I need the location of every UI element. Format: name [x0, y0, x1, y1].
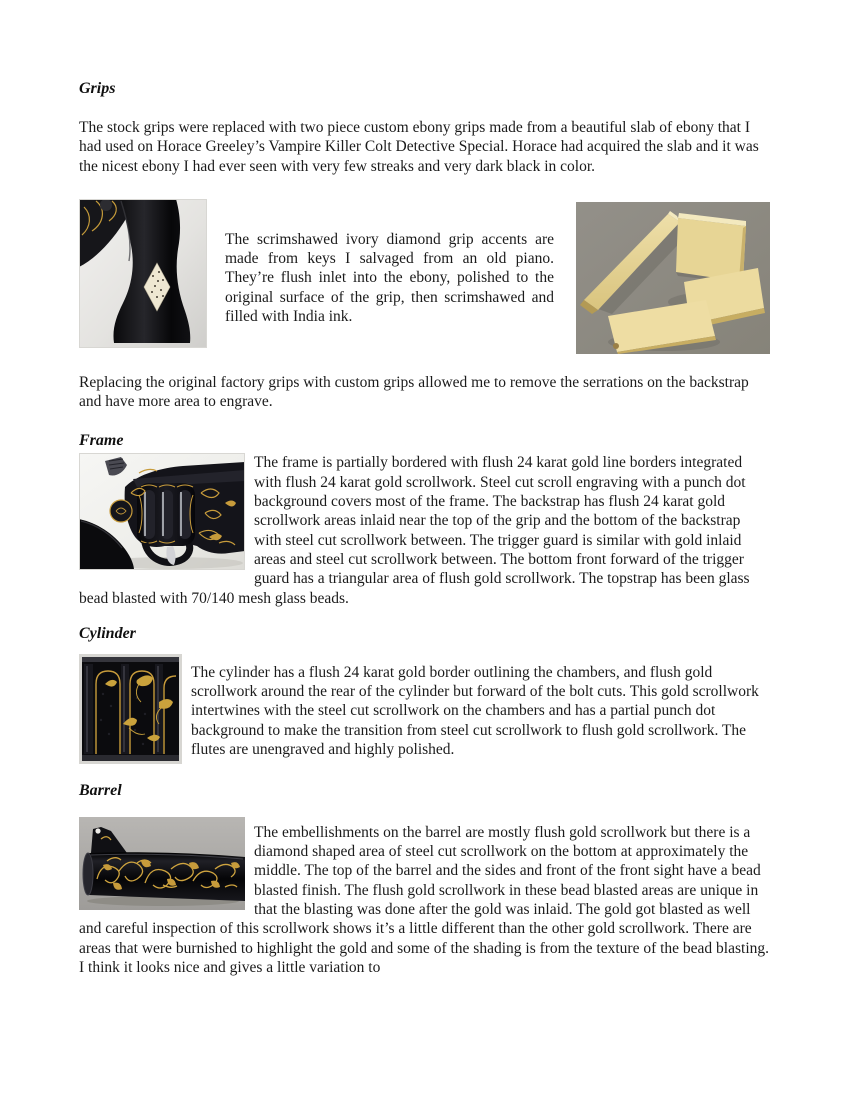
grips-intro-paragraph: The stock grips were replaced with two piece custom ebony grips made from a beautiful slab of ebony that I had used on Horace Greeley’s Vampire Killer Colt Detective Special. Horace had acquired the slab and it was the nicest ebony I had ever seen with very few streaks and very dark black in color.	[79, 119, 759, 175]
ivory-keys-photo	[576, 202, 770, 354]
frame-photo	[79, 453, 245, 570]
cylinder-section	[79, 654, 770, 764]
cylinder-paragraph: The cylinder has a flush 24 karat gold border outlining the chambers, and flush gold scrollwork around the rear of the cylinder but forward of the bolt cuts. This gold scrollwork intertwines with the steel cut scrollwork on the chambers and has a partial punch dot background to make the transition from steel cut scrollwork to flush gold scrollwork. The flutes are unengraved and highly polished.	[191, 663, 759, 759]
barrel-paragraph: The embellishments on the barrel are mostly flush gold scrollwork but there is a diamond shaped area of steel cut scrollwork on the bottom at approximately the middle. The top of the barrel and the sides and front of the front sight have a bead blasted finish. The flush gold scrollwork in these bead blasted areas are unique in that the blasting was done after the gold was inlaid. The gold got blasted as well and careful inspection of this scrollwork shows it’s a little different than the other gold scrollwork. There are areas that were burnished to highlight the gold and some of the shading is from the texture of the bead blasting. I think it looks nice and gives a little variation to	[79, 823, 770, 976]
cylinder-photo	[79, 654, 182, 764]
section-heading-frame: Frame	[79, 432, 124, 450]
ebony-grip-photo	[79, 199, 207, 348]
section-heading-barrel: Barrel	[79, 781, 122, 799]
barrel-photo	[79, 817, 245, 910]
grips-replacing-paragraph: Replacing the original factory grips with custom grips allowed me to remove the serrations on the backstrap and have more area to engrave.	[79, 373, 749, 411]
frame-paragraph: The frame is partially bordered with flush 24 karat gold line borders integrated with flush 24 karat gold scrollwork. Steel cut scroll engraving with a punch dot background covers most of the frame. The backstrap has flush 24 karat gold scrollwork areas inlaid near the top of the grip and the bottom of the backstrap with steel cut scrollwork between. The trigger guard is similar with gold inlaid areas and steel cut scrollwork between. The bottom front forward of the trigger guard has a triangular area of flush gold scrollwork. The topstrap has been glass bead blasted with 70/140 mesh glass beads.	[79, 454, 750, 607]
frame-section	[79, 453, 770, 607]
section-heading-cylinder: Cylinder	[79, 624, 136, 642]
grips-media-row	[79, 199, 770, 354]
section-heading-grips: Grips	[79, 80, 116, 97]
grip-accent-paragraph: The scrimshawed ivory diamond grip accents are made from keys I salvaged from an old piano. They’re flush inlet into the ebony, polished to the original surface of the grip, then scrimshawed and filled with India ink.	[225, 230, 554, 326]
barrel-section	[79, 817, 770, 977]
